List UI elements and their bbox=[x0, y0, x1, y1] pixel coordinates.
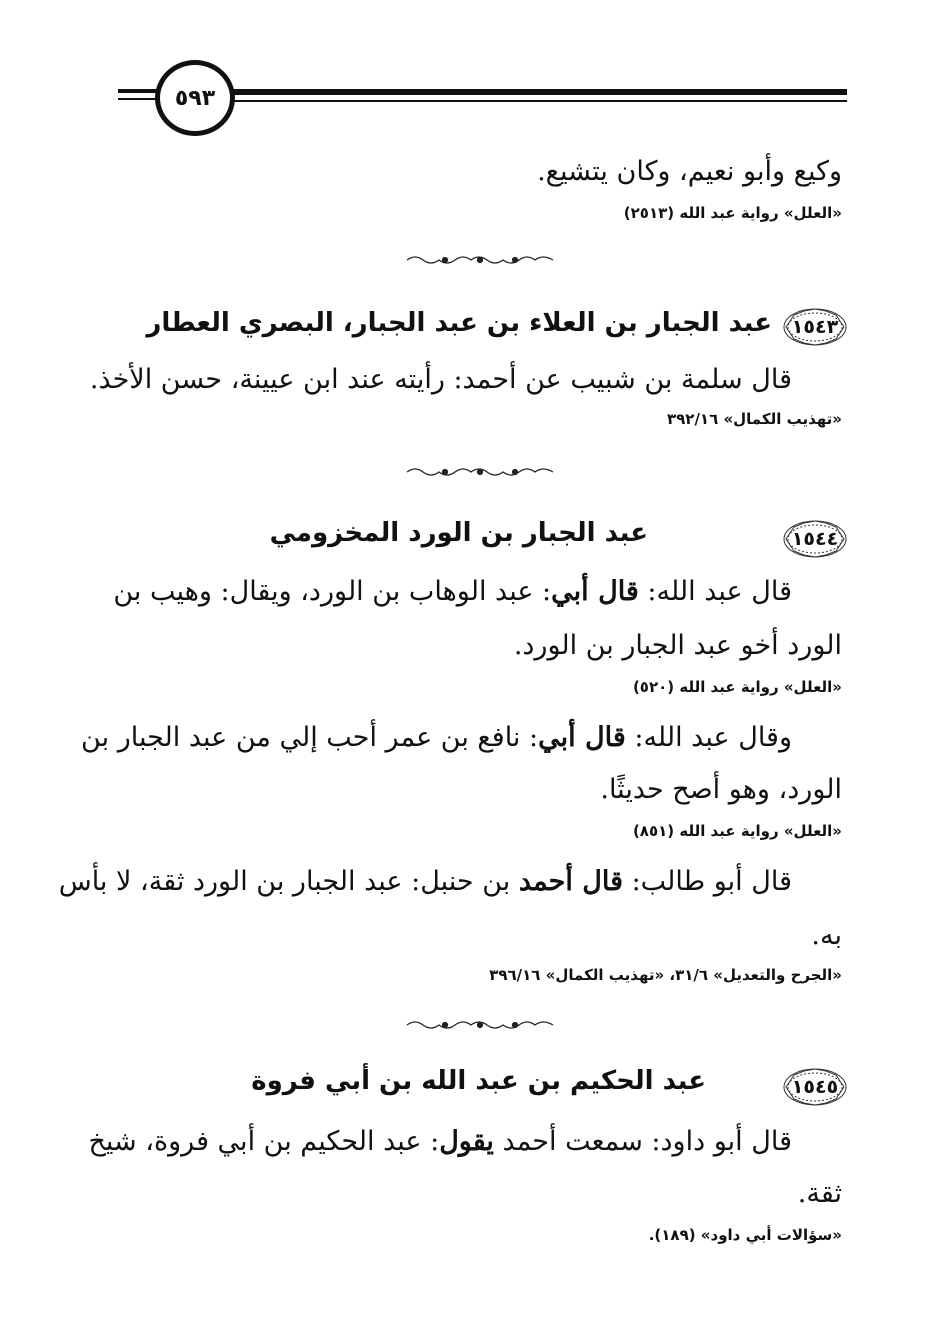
entry-paragraph-line: الورد، وهو أصح حديثًا. bbox=[600, 774, 842, 805]
entry-reference: «الجرح والتعديل» ٣١/٦، «تهذيب الكمال» ٣٩٦/١٦ bbox=[489, 966, 842, 984]
entry-paragraph: قال أبو داود: سمعت أحمد يقول: عبد الحكيم بن أبي فروة، شيخ bbox=[88, 1126, 792, 1157]
entry-number-badge bbox=[782, 519, 848, 559]
entry-title: عبد الجبار بن الورد المخزومي bbox=[269, 518, 648, 548]
entry-number: ١٥٤٣ bbox=[791, 316, 839, 338]
page-header bbox=[0, 0, 942, 140]
ornament-divider bbox=[405, 466, 555, 478]
entry-number-badge bbox=[782, 307, 848, 347]
entry-paragraph: قال أبو طالب: قال أحمد بن حنبل: عبد الجبار بن الورد ثقة، لا بأس bbox=[58, 866, 792, 897]
entry-reference: «سؤالات أبي داود» (١٨٩). bbox=[648, 1226, 842, 1244]
entry-number: ١٥٤٥ bbox=[791, 1076, 839, 1098]
header-rule bbox=[210, 89, 847, 95]
intro-text: وكيع وأبو نعيم، وكان يتشيع. bbox=[537, 156, 842, 187]
entry-title: عبد الجبار بن العلاء بن عبد الجبار، البصري العطار bbox=[146, 308, 772, 338]
entry-title: عبد الحكيم بن عبد الله بن أبي فروة bbox=[251, 1066, 706, 1096]
entry-paragraph-line: به. bbox=[811, 920, 842, 951]
entry-number: ١٥٤٤ bbox=[791, 528, 839, 550]
entry-paragraph: قال عبد الله: قال أبي: عبد الوهاب بن الورد، ويقال: وهيب بن bbox=[113, 576, 792, 607]
entry-paragraph-line: الورد أخو عبد الجبار بن الورد. bbox=[513, 630, 842, 661]
entry-paragraph-line: ثقة. bbox=[797, 1178, 842, 1209]
ornament-divider bbox=[405, 1019, 555, 1031]
page-number: ٥٩٣ bbox=[155, 60, 235, 136]
intro-reference: «العلل» رواية عبد الله (٢٥١٣) bbox=[623, 204, 842, 222]
entry-reference: «تهذيب الكمال» ٣٩٢/١٦ bbox=[666, 410, 842, 428]
entry-paragraph: وقال عبد الله: قال أبي: نافع بن عمر أحب إلي من عبد الجبار بن bbox=[81, 722, 792, 753]
entry-reference: «العلل» رواية عبد الله (٥٢٠) bbox=[632, 678, 842, 696]
header-rule bbox=[210, 100, 847, 102]
ornament-divider bbox=[405, 254, 555, 266]
entry-reference: «العلل» رواية عبد الله (٨٥١) bbox=[632, 822, 842, 840]
entry-number-badge bbox=[782, 1067, 848, 1107]
entry-text: قال سلمة بن شبيب عن أحمد: رأيته عند ابن عيينة، حسن الأخذ. bbox=[89, 364, 792, 395]
